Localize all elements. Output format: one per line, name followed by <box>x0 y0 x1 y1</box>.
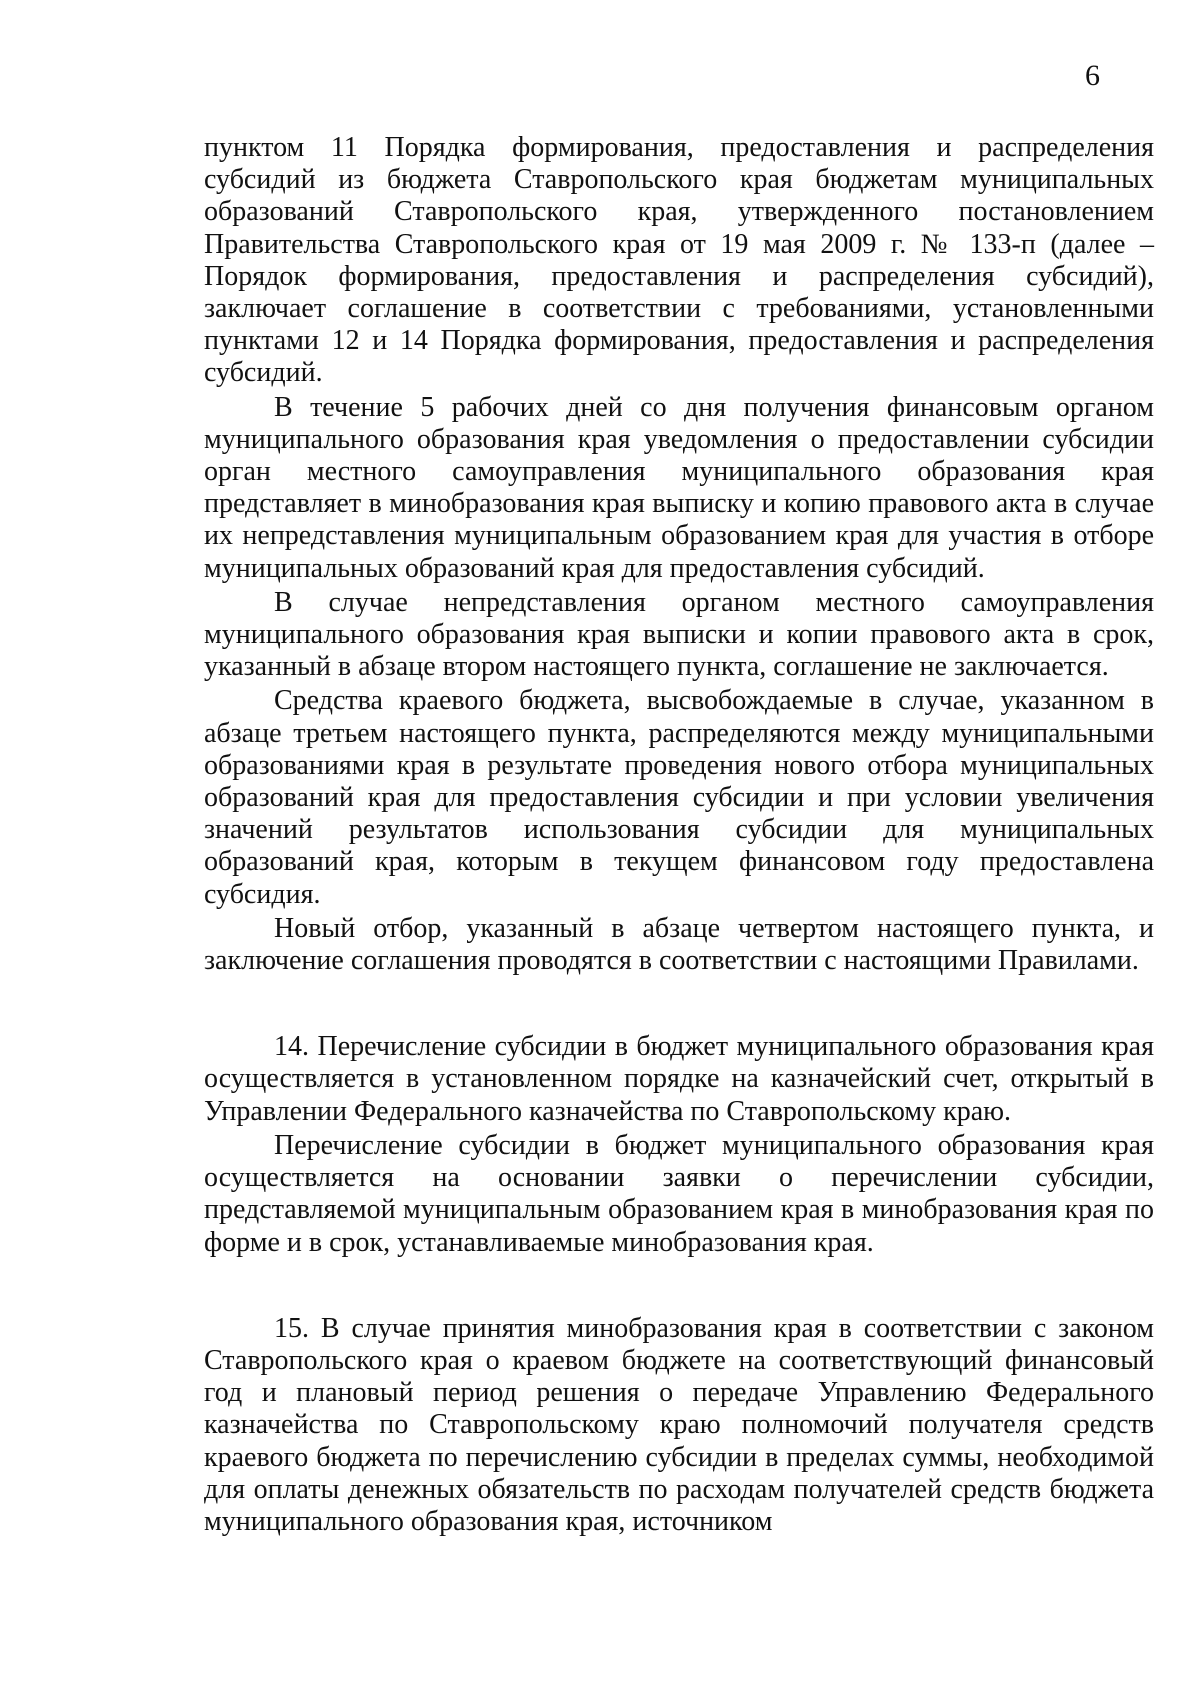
paragraph-clause-14: 14. Перечисление субсидии в бюджет муниципального образования края осуществляется в установленном порядке на казначейский счет, открытый в Управлении Федерального казначейства по Ставропольскому краю. <box>204 1031 1154 1127</box>
paragraph-transfer-request: Перечисление субсидии в бюджет муниципального образования края осуществляется на основании заявки о перечислении субсидии, представляемой муниципальным образованием края в минобразования края по форме и в срок, устанавливаемые минобразования края. <box>204 1129 1154 1258</box>
paragraph-released-funds: Средства краевого бюджета, высвобождаемые в случае, указанном в абзаце третьем настоящего пункта, распределяются между муниципальными образованиями края в результате проведения нового отбора муниципальных образований края для предоставления субсидии и при условии увеличения значений результатов использования субсидии для муниципальных образований края, которым в текущем финансовом году предоставлена субсидия. <box>204 685 1154 910</box>
paragraph-continuation: пунктом 11 Порядка формирования, предоставления и распределения субсидий из бюджета Ставропольского края бюджетам муниципальных образований Ставропольского края, утвержденного постановлением Правительства Ставропольского края от 19 мая 2009 г. № 133-п (далее – Порядок формирования, предоставления и распределения субсидий), заключает соглашение в соответствии с требованиями, установленными пунктами 12 и 14 Порядка формирования, предоставления и распределения субсидий. <box>204 132 1154 389</box>
paragraph-submission-deadline: В течение 5 рабочих дней со дня получения финансовым органом муниципального образования края уведомления о предоставлении субсидии орган местного самоуправления муниципального образования края представляет в минобразования края выписку и копию правового акта в случае их непредставления муниципальным образованием края для участия в отборе муниципальных образований края для предоставления субсидий. <box>204 391 1154 584</box>
paragraph-clause-15: 15. В случае принятия минобразования края в соответствии с законом Ставропольского края о краевом бюджете на соответствующий финансовый год и плановый период решения о передаче Управлению Федерального казначейства по Ставропольскому краю полномочий получателя средств краевого бюджета по перечислению субсидии в пределах суммы, необходимой для оплаты денежных обязательств по расходам получателей средств бюджета муниципального образования края, источником <box>204 1312 1154 1537</box>
paragraph-non-submission: В случае непредставления органом местного самоуправления муниципального образования края выписки и копии правового акта в срок, указанный в абзаце втором настоящего пункта, соглашение не заключается. <box>204 586 1154 683</box>
document-body <box>204 132 1154 1538</box>
page-number: 6 <box>1085 59 1100 92</box>
paragraph-new-selection: Новый отбор, указанный в абзаце четвертом настоящего пункта, и заключение соглашения проводятся в соответствии с настоящими Правилами. <box>204 912 1154 977</box>
